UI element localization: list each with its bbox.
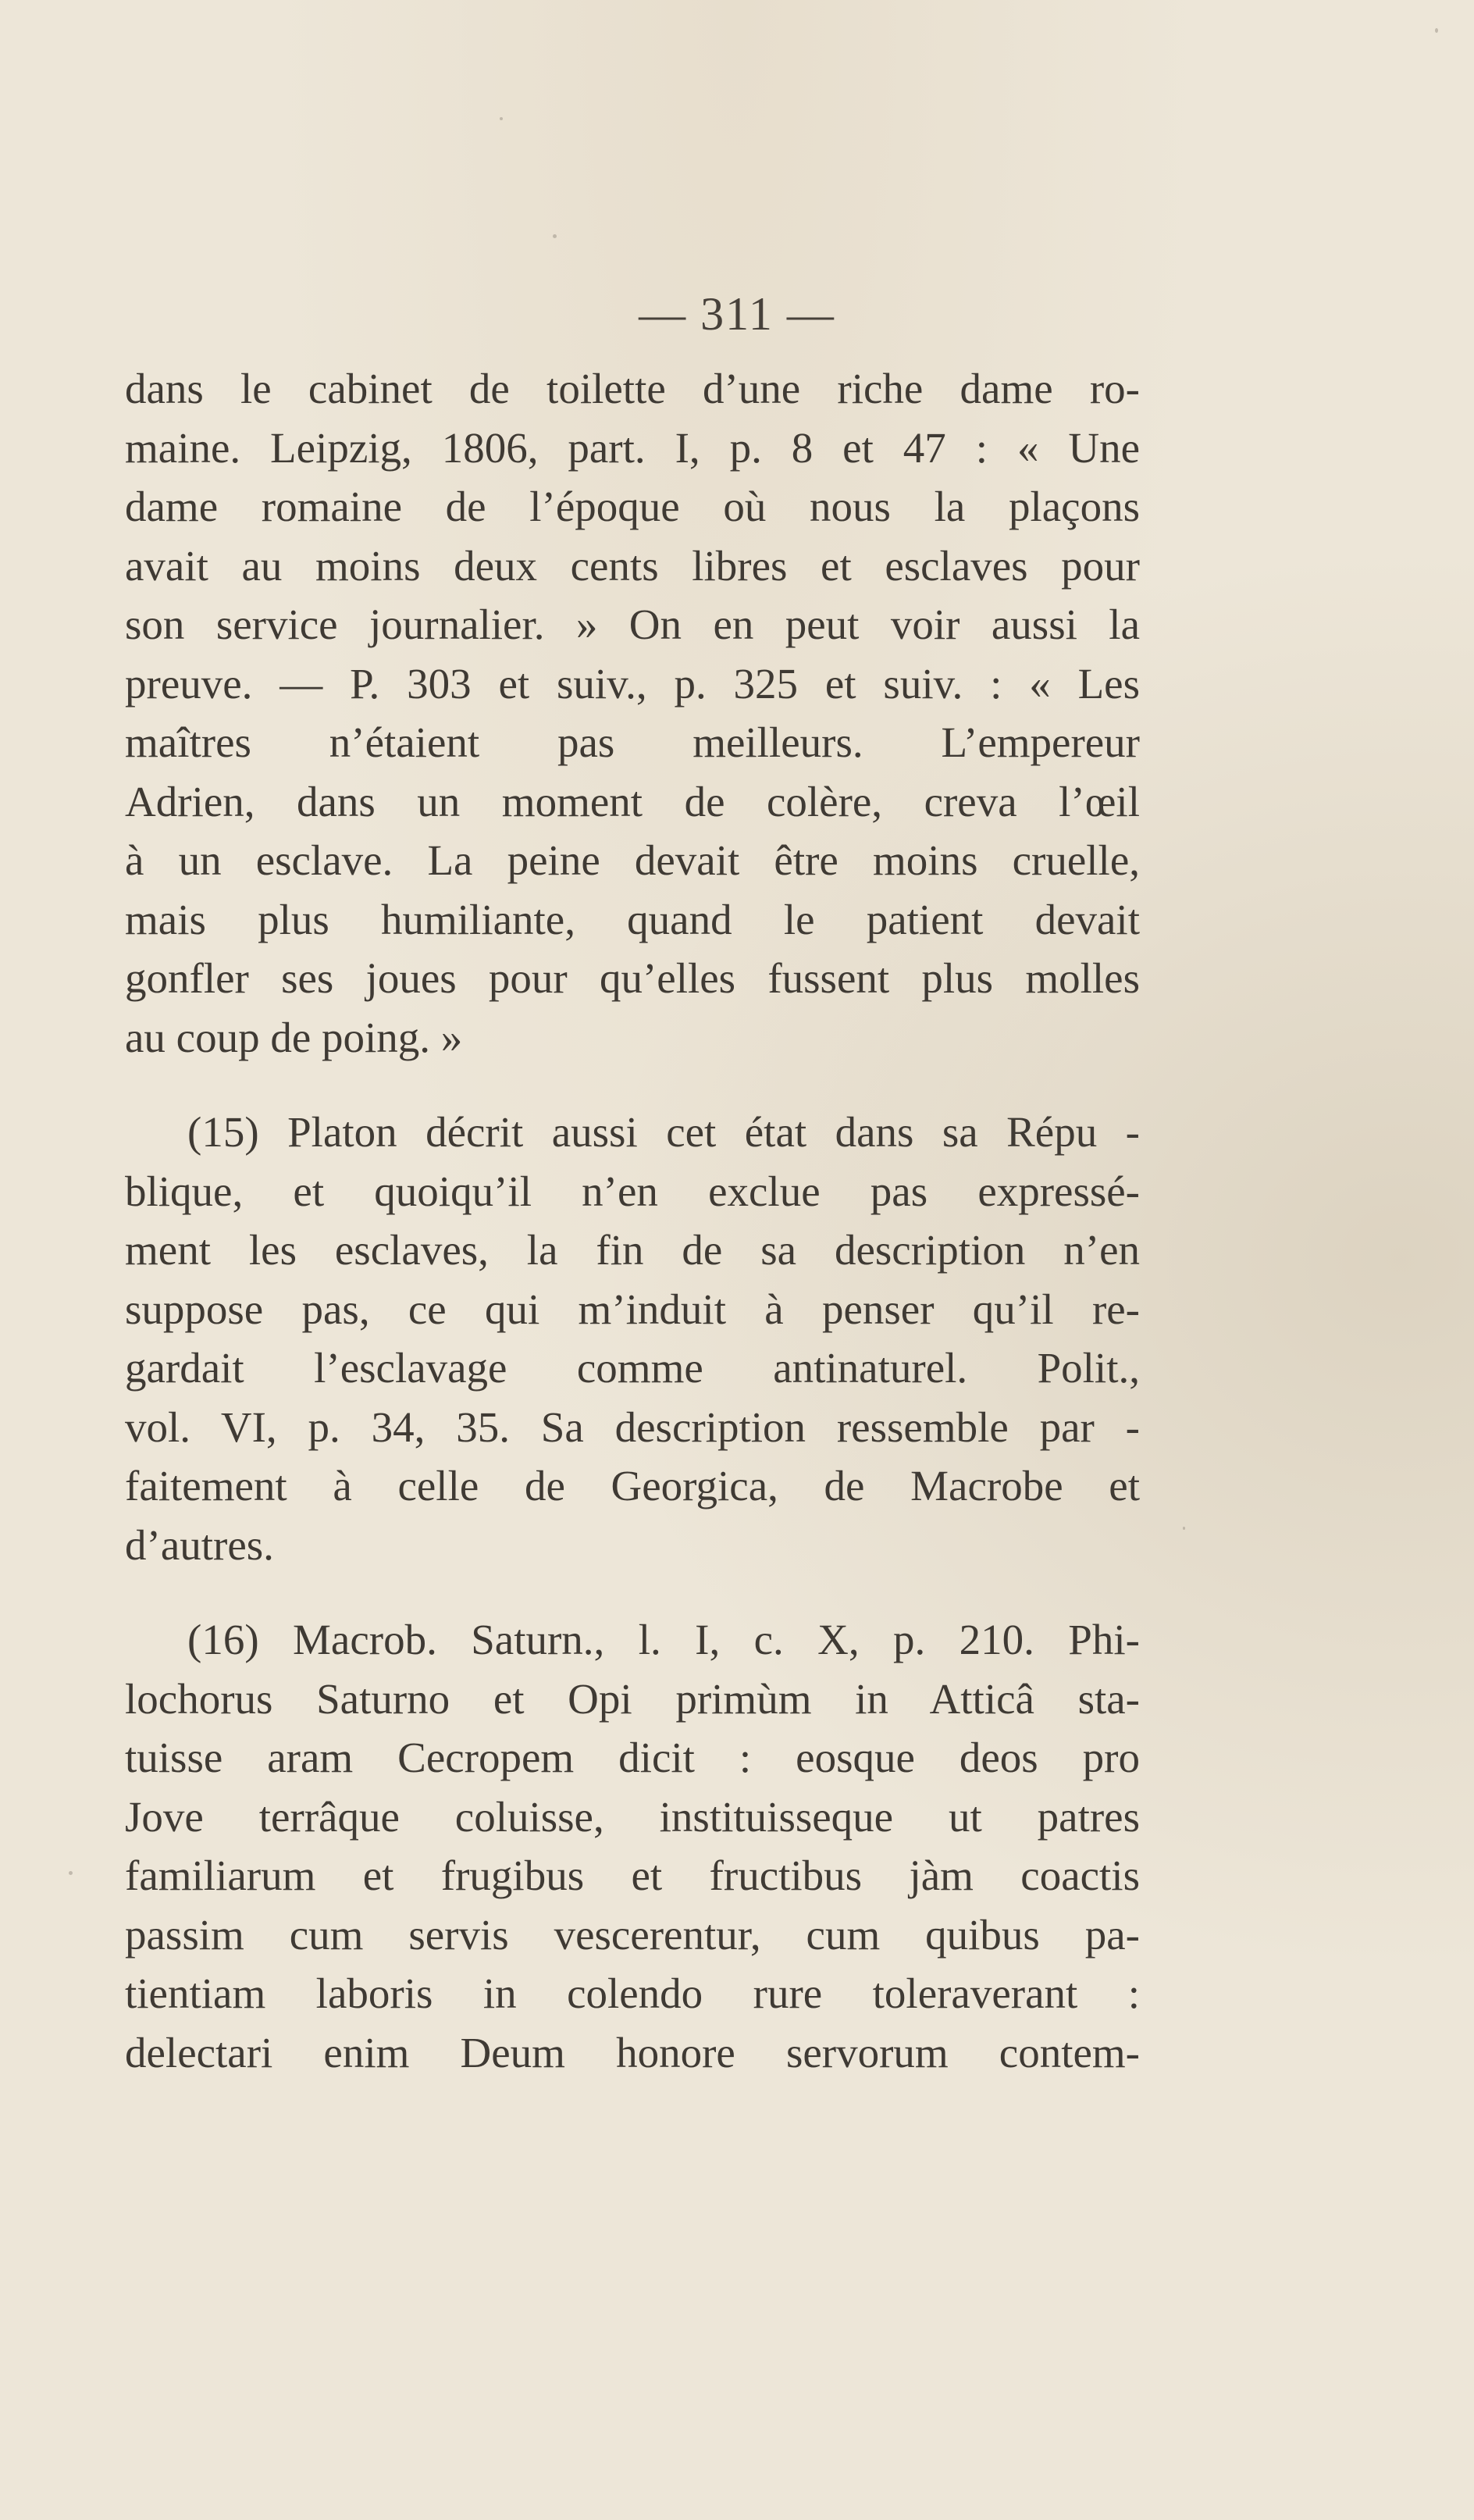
paragraph-gap xyxy=(125,1574,1140,1610)
text-line: lochorus Saturno et Opi primùm in Atticâ sta- xyxy=(125,1674,1140,1723)
text-line: à un esclave. La peine devait être moins cruelle, xyxy=(125,836,1140,884)
text-line: d’autres. xyxy=(125,1520,274,1569)
text-line: (15) Platon décrit aussi cet état dans sa Répu - xyxy=(187,1108,1140,1156)
paragraph xyxy=(125,359,1140,1067)
text-line: ment les esclaves, la fin de sa description n’en xyxy=(125,1226,1140,1274)
text-line: (16) Macrob. Saturn., l. I, c. X, p. 210. Phi- xyxy=(187,1616,1140,1663)
text-line: vol. VI, p. 34, 35. Sa description ressemble par - xyxy=(125,1403,1140,1451)
text-line: maîtres n’étaient pas meilleurs. L’empereur xyxy=(125,718,1140,766)
text-line: preuve. — P. 303 et suiv., p. 325 et suiv. : « Les xyxy=(125,659,1140,708)
text-line: suppose pas, ce qui m’induit à penser qu’il re- xyxy=(125,1285,1140,1333)
text-line: maine. Leipzig, 1806, part. I, p. 8 et 47 : « Une xyxy=(125,423,1140,472)
text-line: delectari enim Deum honore servorum contem- xyxy=(125,2028,1140,2076)
text-line: tientiam laboris in colendo rure toleraverant : xyxy=(125,1969,1140,2017)
text-line: avait au moins deux cents libres et esclaves pour xyxy=(125,541,1140,590)
paper-speck xyxy=(500,117,503,120)
paper-speck xyxy=(553,234,557,238)
text-line: passim cum servis vescerentur, cum quibus pa- xyxy=(125,1910,1140,1959)
paragraph xyxy=(125,1610,1140,2082)
text-line: gonfler ses joues pour qu’elles fussent plus molles xyxy=(125,954,1140,1002)
text-line: Adrien, dans un moment de colère, creva l’œil xyxy=(125,777,1140,825)
text-line: blique, et quoiqu’il n’en exclue pas expressé- xyxy=(125,1167,1140,1215)
paper-speck xyxy=(1435,28,1438,33)
body-text xyxy=(125,359,1140,2082)
text-line: dame romaine de l’époque où nous la plaçons xyxy=(125,483,1140,530)
text-line: gardait l’esclavage comme antinaturel. Polit., xyxy=(125,1344,1140,1392)
text-line: faitement à celle de Georgica, de Macrobe et xyxy=(125,1462,1140,1510)
page-number: — 311 — xyxy=(639,288,835,340)
text-line: tuisse aram Cecropem dicit : eosque deos pro xyxy=(125,1734,1140,1781)
paragraph xyxy=(125,1103,1140,1574)
text-line: familiarum et frugibus et fructibus jàm coactis xyxy=(125,1852,1140,1899)
text-line: dans le cabinet de toilette d’une riche dame ro- xyxy=(125,365,1140,412)
paper-speck xyxy=(69,1871,73,1875)
text-line: au coup de poing. » xyxy=(125,1013,463,1061)
paragraph-gap xyxy=(125,1067,1140,1103)
text-line: Jove terrâque coluisse, instituisseque ut patres xyxy=(125,1792,1140,1841)
paper-speck xyxy=(1183,1527,1185,1530)
text-line: mais plus humiliante, quand le patient devait xyxy=(125,895,1140,943)
text-line: son service journalier. » On en peut voir aussi la xyxy=(125,601,1140,648)
